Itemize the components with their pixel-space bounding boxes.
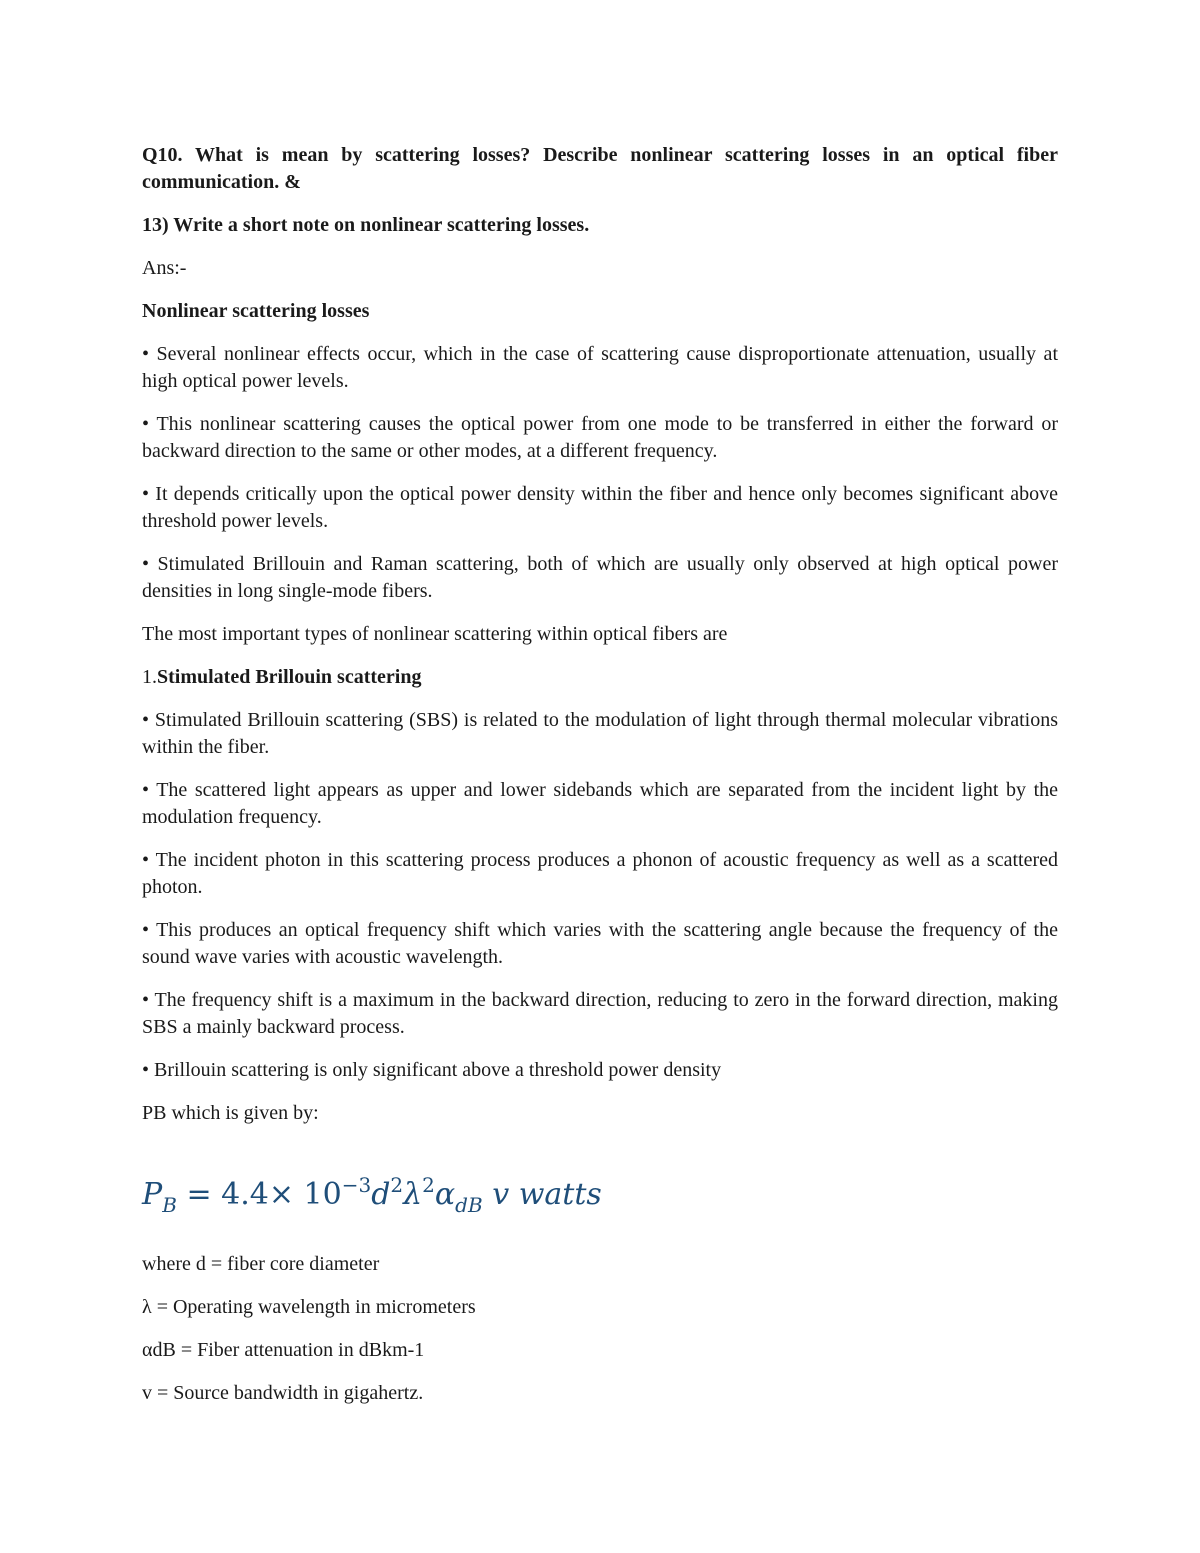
formula-d: d (371, 1177, 391, 1212)
formula-coefficient: 4.4× (221, 1177, 294, 1212)
bullet-paragraph: • This produces an optical frequency shift which varies with the scattering angle because the frequency of the sound wave varies with acoustic wavelength. (142, 919, 1058, 968)
bullet-paragraph: • Brillouin scattering is only significant above a threshold power density (142, 1059, 722, 1081)
bullet-paragraph: • The incident photon in this scattering process produces a phonon of acoustic frequency as well as a scattered photon. (142, 849, 1058, 898)
formula-lambda: λ (403, 1177, 423, 1212)
definition-line: where d = fiber core diameter (142, 1253, 380, 1275)
section-heading-text: Stimulated Brillouin scattering (157, 666, 422, 688)
bullet-paragraph: • It depends critically upon the optical power density within the fiber and hence only becomes significant above threshold power levels. (142, 483, 1058, 532)
bullet-paragraph: • Stimulated Brillouin scattering (SBS) is related to the modulation of light through thermal molecular vibrations within the fiber. (142, 709, 1058, 758)
formula-d-exp: 2 (390, 1173, 404, 1197)
formula-alpha-sub: dB (455, 1193, 483, 1217)
definition-line: v = Source bandwidth in gigahertz. (142, 1382, 424, 1404)
formula-lhs-sub: B (162, 1193, 177, 1217)
bullet-paragraph: • The scattered light appears as upper and lower sidebands which are separated from the incident light by the modulation frequency. (142, 779, 1058, 828)
formula-lhs: P (142, 1177, 163, 1212)
formula-block (142, 1165, 1058, 1217)
formula-lambda-exp: 2 (422, 1173, 435, 1197)
formula-alpha: α (434, 1177, 456, 1212)
answer-label: Ans:- (142, 257, 187, 279)
formula-unit: watts (518, 1177, 602, 1212)
section-number: 1. (142, 666, 157, 688)
bullet-paragraph: • This nonlinear scattering causes the optical power from one mode to be transferred in either the forward or backward direction to the same or other modes, at a different frequency. (142, 413, 1058, 462)
bullet-paragraph: • The frequency shift is a maximum in the backward direction, reducing to zero in the forward direction, making SBS a mainly backward process. (142, 989, 1058, 1038)
question-q10: Q10. What is mean by scattering losses? Describe nonlinear scattering losses in an optical fiber communication. & (142, 144, 1058, 193)
threshold-power-formula (142, 1165, 1058, 1225)
bullet-paragraph: • Several nonlinear effects occur, which in the case of scattering cause disproportionate attenuation, usually at high optical power levels. (142, 343, 1058, 392)
formula-equals: = (186, 1177, 212, 1212)
definition-line: λ = Operating wavelength in micrometers (142, 1296, 476, 1318)
formula-exponent: −3 (341, 1173, 372, 1197)
section-heading-sbs (142, 664, 1058, 691)
definition-line: αdB = Fiber attenuation in dBkm-1 (142, 1339, 425, 1361)
question-q13: 13) Write a short note on nonlinear scattering losses. (142, 214, 590, 236)
formula-ten: 10 (303, 1177, 342, 1212)
bullet-paragraph: • Stimulated Brillouin and Raman scattering, both of which are usually only observed at high optical power densities in long single-mode fibers. (142, 553, 1058, 602)
formula-nu: v (492, 1177, 510, 1212)
section-heading-nonlinear: Nonlinear scattering losses (142, 300, 370, 322)
pb-intro: PB which is given by: (142, 1102, 319, 1124)
document-page (142, 142, 1058, 1423)
types-intro: The most important types of nonlinear scattering within optical fibers are (142, 623, 728, 645)
